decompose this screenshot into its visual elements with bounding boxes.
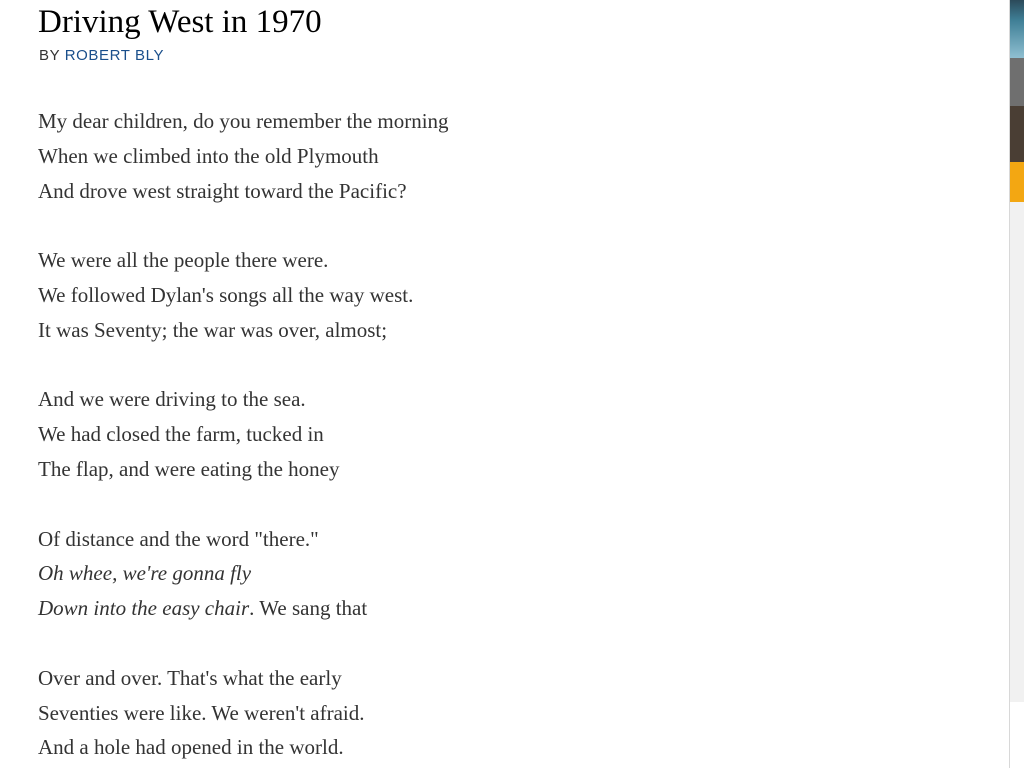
poem-line: We were all the people there were.	[38, 248, 329, 273]
stanza-2	[38, 243, 449, 347]
sidebar-panel-bottom	[1010, 702, 1024, 768]
sidebar-panel-orange[interactable]	[1010, 162, 1024, 202]
stanza-4	[38, 522, 449, 626]
sidebar-image-thumbnail[interactable]	[1010, 0, 1024, 58]
italic-lyric: Oh whee, we're gonna fly	[38, 561, 252, 586]
stanza-3	[38, 382, 449, 486]
poem-line: And a hole had opened in the world.	[38, 735, 344, 760]
poem-line-mixed	[38, 591, 449, 626]
poem-line: Over and over. That's what the early	[38, 665, 342, 690]
poem-body	[38, 104, 449, 768]
poem-line: And drove west straight toward the Pacific?	[38, 178, 407, 203]
poem-line-italic	[38, 556, 449, 591]
sidebar-panel-light	[1010, 202, 1024, 702]
italic-lyric: Down into the easy chair	[38, 596, 250, 621]
byline-prefix: BY	[39, 47, 65, 64]
poem-line: Of distance and the word "there."	[38, 526, 319, 551]
sidebar-panel-dark	[1010, 106, 1024, 162]
author-link[interactable]: ROBERT BLY	[64, 47, 165, 64]
poem-line: We had closed the farm, tucked in	[38, 422, 324, 447]
right-edge-sidebar-strip	[1009, 0, 1024, 768]
stanza-5	[38, 661, 449, 765]
poem-line: When we climbed into the old Plymouth	[38, 143, 379, 168]
poem-line: And we were driving to the sea.	[38, 387, 306, 412]
stanza-1	[38, 104, 449, 208]
poem-line: We followed Dylan's songs all the way west.	[38, 282, 414, 307]
sidebar-panel-gray	[1010, 58, 1024, 106]
poem-line: The flap, and were eating the honey	[38, 456, 340, 481]
poem-line: It was Seventy; the war was over, almost;	[38, 317, 388, 342]
poem-line: My dear children, do you remember the morning	[38, 109, 449, 133]
byline	[39, 47, 164, 65]
poem-title: Driving West in 1970	[38, 4, 322, 40]
poem-line: Seventies were like. We weren't afraid.	[38, 700, 365, 725]
poem-line-tail: . We sang that	[249, 596, 368, 621]
